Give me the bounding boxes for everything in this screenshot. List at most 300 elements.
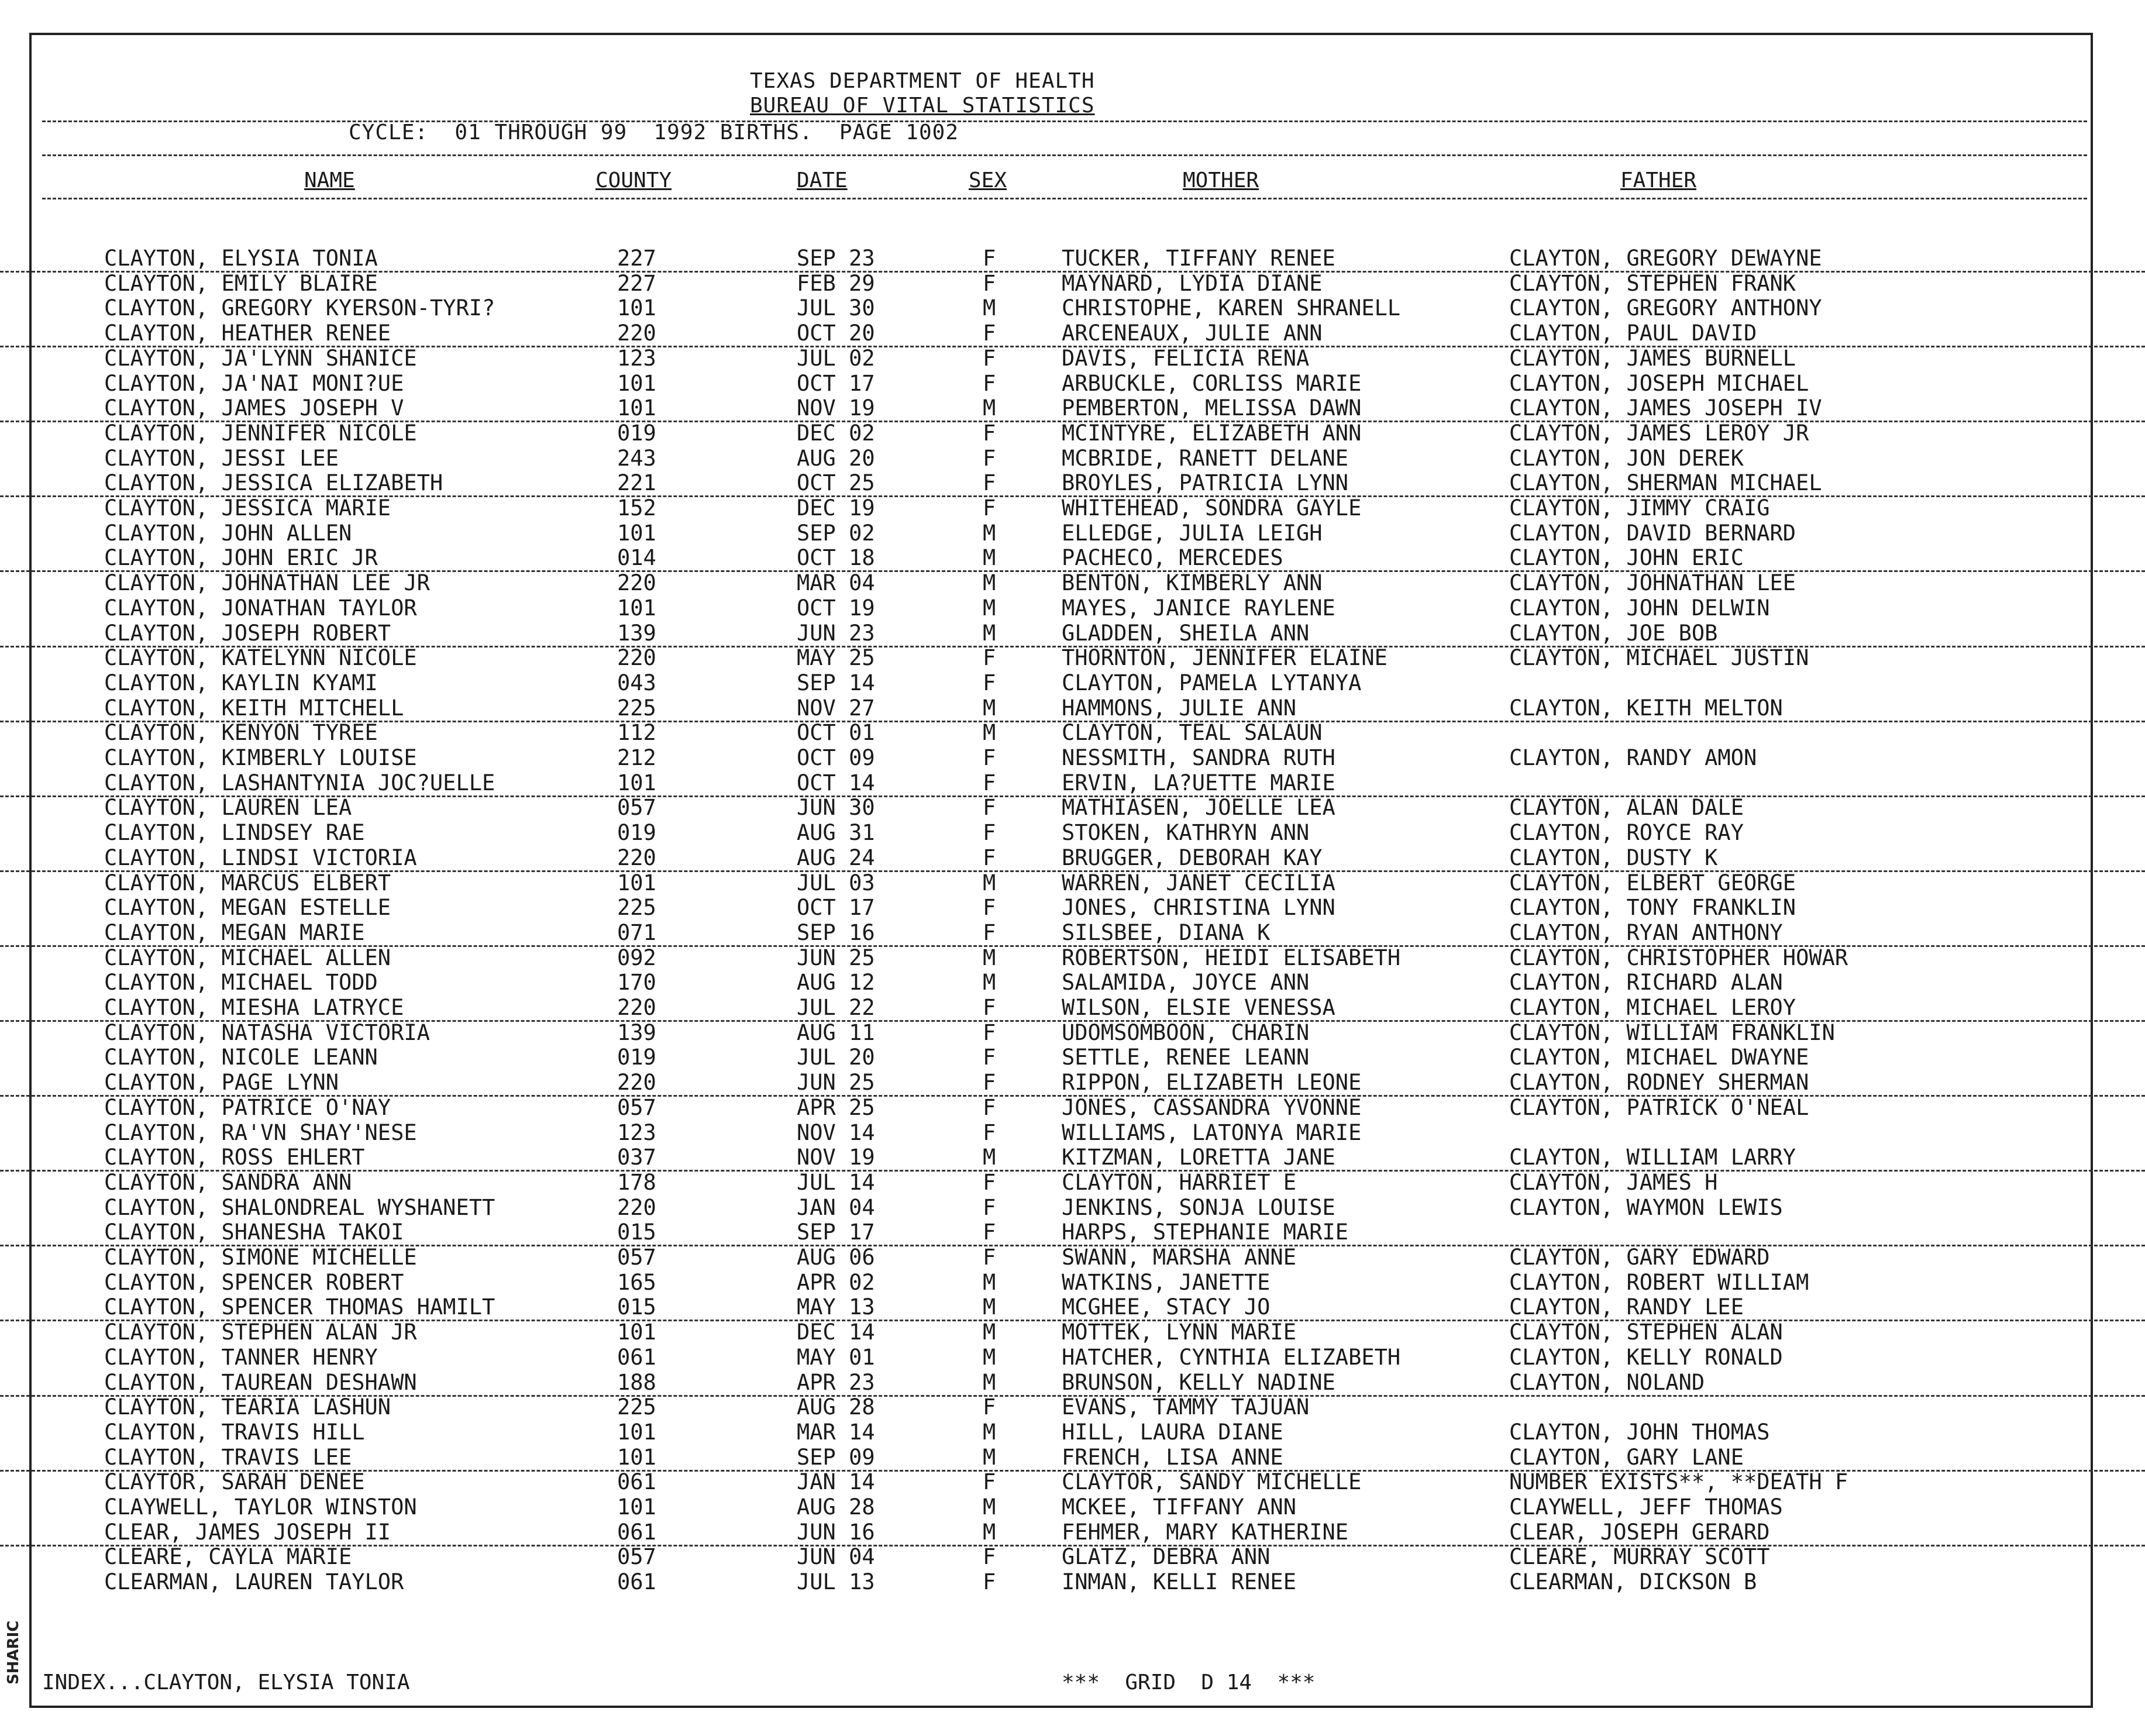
cell-mother: BRUGGER, DEBORAH KAY xyxy=(1062,845,1323,870)
table-row xyxy=(0,1345,2145,1370)
table-row xyxy=(0,1045,2145,1070)
cell-sex: F xyxy=(983,420,996,446)
cell-date: JUN 23 xyxy=(797,620,875,646)
cell-father: CLAYTON, STEPHEN FRANK xyxy=(1509,270,1796,296)
cell-name: CLAYTON, TAUREAN DESHAWN xyxy=(104,1369,417,1395)
cell-date: JAN 04 xyxy=(797,1194,875,1220)
cell-mother: ARCENEAUX, JULIE ANN xyxy=(1062,321,1323,346)
cell-date: MAY 13 xyxy=(797,1294,875,1320)
cell-name: CLAYTON, ELYSIA TONIA xyxy=(104,246,378,271)
table-row xyxy=(0,1420,2145,1445)
cell-date: SEP 02 xyxy=(797,520,875,546)
cell-father: CLAYTON, JOE BOB xyxy=(1509,620,1718,646)
cell-father: CLAYTON, JIMMY CRAIG xyxy=(1509,495,1770,521)
cell-sex: F xyxy=(983,1220,996,1245)
table-row xyxy=(0,1120,2145,1145)
table-row xyxy=(0,1370,2145,1397)
cell-county: 014 xyxy=(617,545,656,571)
cell-county: 101 xyxy=(617,1444,656,1470)
table-row xyxy=(0,521,2145,546)
cell-father: CLAYTON, WAYMON LEWIS xyxy=(1509,1194,1783,1220)
cell-date: SEP 14 xyxy=(797,670,875,695)
cell-mother: DAVIS, FELICIA RENA xyxy=(1062,345,1310,371)
cell-sex: M xyxy=(983,1494,996,1520)
cell-county: 243 xyxy=(617,445,656,471)
cell-sex: F xyxy=(983,845,996,870)
cell-county: 152 xyxy=(617,495,656,521)
cell-date: AUG 12 xyxy=(797,970,875,996)
cell-father: CLAYTON, SHERMAN MICHAEL xyxy=(1509,470,1822,496)
cell-name: CLAYTON, ROSS EHLERT xyxy=(104,1145,365,1170)
table-row xyxy=(0,1095,2145,1120)
cell-date: DEC 02 xyxy=(797,420,875,446)
cell-mother: WARREN, JANET CECILIA xyxy=(1062,870,1335,895)
cell-sex: F xyxy=(983,1094,996,1120)
column-header-name: NAME xyxy=(304,168,355,192)
cell-county: 061 xyxy=(617,1344,656,1370)
table-row xyxy=(0,645,2145,670)
cell-mother: GLATZ, DEBRA ANN xyxy=(1062,1544,1271,1570)
table-row xyxy=(0,346,2145,371)
cell-father: CLAYTON, GARY EDWARD xyxy=(1509,1245,1770,1270)
cell-father: CLAYTON, WILLIAM LARRY xyxy=(1509,1145,1796,1170)
cell-name: CLAYTON, NICOLE LEANN xyxy=(104,1045,378,1070)
cell-county: 225 xyxy=(617,695,656,721)
table-row xyxy=(0,1394,2145,1420)
cell-mother: CLAYTON, TEAL SALAUN xyxy=(1062,720,1323,746)
cell-county: 101 xyxy=(617,295,656,321)
table-row xyxy=(0,621,2145,647)
table-row xyxy=(0,495,2145,521)
cell-county: 015 xyxy=(617,1220,656,1245)
cell-name: CLAYTON, JA'LYNN SHANICE xyxy=(104,345,417,371)
cell-name: CLAYWELL, TAYLOR WINSTON xyxy=(104,1494,417,1520)
cell-date: JUN 25 xyxy=(797,945,875,970)
cell-name: CLAYTON, TRAVIS HILL xyxy=(104,1419,365,1445)
cell-mother: WATKINS, JANETTE xyxy=(1062,1269,1271,1295)
cell-name: CLAYTON, JA'NAI MONI?UE xyxy=(104,370,404,396)
cell-name: CLAYTON, SHALONDREAL WYSHANETT xyxy=(104,1194,495,1220)
cell-name: CLAYTON, MARCUS ELBERT xyxy=(104,870,391,895)
cell-date: AUG 06 xyxy=(797,1245,875,1270)
cell-county: 220 xyxy=(617,845,656,870)
cell-father: CLAYTON, JOHNATHAN LEE xyxy=(1509,570,1796,596)
cell-mother: HARPS, STEPHANIE MARIE xyxy=(1062,1220,1349,1245)
cell-county: 057 xyxy=(617,1094,656,1120)
cell-name: CLAYTON, NATASHA VICTORIA xyxy=(104,1019,430,1045)
cell-mother: ROBERTSON, HEIDI ELISABETH xyxy=(1062,945,1401,970)
cell-mother: PEMBERTON, MELISSA DAWN xyxy=(1062,395,1362,421)
cell-mother: NESSMITH, SANDRA RUTH xyxy=(1062,745,1335,770)
cell-date: JUL 22 xyxy=(797,995,875,1020)
cell-county: 015 xyxy=(617,1294,656,1320)
table-row xyxy=(0,1220,2145,1246)
cell-county: 101 xyxy=(617,595,656,621)
cell-father: CLAYTON, ROYCE RAY xyxy=(1509,820,1744,846)
cell-county: 019 xyxy=(617,820,656,846)
cell-name: CLAYTON, KEITH MITCHELL xyxy=(104,695,404,721)
cell-sex: F xyxy=(983,1045,996,1070)
cell-county: 112 xyxy=(617,720,656,746)
cell-name: CLAYTON, TRAVIS LEE xyxy=(104,1444,352,1470)
cell-father: CLAYTON, ALAN DALE xyxy=(1509,795,1744,821)
footer-index: INDEX...CLAYTON, ELYSIA TONIA xyxy=(42,1670,410,1694)
cell-county: 101 xyxy=(617,770,656,795)
cell-name: CLAYTON, HEATHER RENEE xyxy=(104,321,391,346)
cell-mother: KITZMAN, LORETTA JANE xyxy=(1062,1145,1335,1170)
table-row xyxy=(0,1494,2145,1520)
cell-county: 227 xyxy=(617,246,656,271)
cell-county: 139 xyxy=(617,1019,656,1045)
cell-county: 101 xyxy=(617,370,656,396)
table-row xyxy=(0,1469,2145,1494)
cell-mother: MOTTEK, LYNN MARIE xyxy=(1062,1320,1296,1345)
cell-father: CLAYTON, KELLY RONALD xyxy=(1509,1344,1783,1370)
cell-sex: F xyxy=(983,1120,996,1145)
cell-mother: INMAN, KELLI RENEE xyxy=(1062,1569,1296,1595)
cell-mother: BENTON, KIMBERLY ANN xyxy=(1062,570,1323,596)
cell-date: MAY 01 xyxy=(797,1344,875,1370)
table-row xyxy=(0,695,2145,722)
cell-sex: M xyxy=(983,570,996,596)
footer-grid: *** GRID D 14 *** xyxy=(1062,1670,1316,1694)
cell-father: CLAYTON, RANDY AMON xyxy=(1509,745,1757,770)
cell-mother: ARBUCKLE, CORLISS MARIE xyxy=(1062,370,1362,396)
cell-date: JUL 20 xyxy=(797,1045,875,1070)
cell-date: AUG 28 xyxy=(797,1394,875,1420)
cell-date: OCT 17 xyxy=(797,370,875,396)
cell-county: 221 xyxy=(617,470,656,496)
cell-father: CLAYTON, MICHAEL DWAYNE xyxy=(1509,1045,1809,1070)
cell-sex: M xyxy=(983,945,996,970)
cell-mother: SWANN, MARSHA ANNE xyxy=(1062,1245,1296,1270)
cell-mother: FEHMER, MARY KATHERINE xyxy=(1062,1519,1349,1545)
table-row xyxy=(0,1544,2145,1569)
table-row xyxy=(0,1195,2145,1220)
cell-county: 220 xyxy=(617,321,656,346)
cell-county: 101 xyxy=(617,1419,656,1445)
cell-date: APR 02 xyxy=(797,1269,875,1295)
cell-name: CLAYTON, KATELYNN NICOLE xyxy=(104,645,417,671)
cell-county: 225 xyxy=(617,1394,656,1420)
cell-sex: F xyxy=(983,795,996,821)
table-row xyxy=(0,1245,2145,1270)
cell-date: MAR 04 xyxy=(797,570,875,596)
cell-sex: F xyxy=(983,1394,996,1420)
cell-sex: F xyxy=(983,495,996,521)
column-header-sex: SEX xyxy=(969,168,1007,192)
cell-father: CLAYTON, TONY FRANKLIN xyxy=(1509,895,1796,921)
cell-date: DEC 14 xyxy=(797,1320,875,1345)
cell-county: 101 xyxy=(617,520,656,546)
table-row xyxy=(0,570,2145,595)
table-row xyxy=(0,1294,2145,1321)
cell-name: CLEAR, JAMES JOSEPH II xyxy=(104,1519,391,1545)
cell-county: 123 xyxy=(617,1120,656,1145)
cell-date: SEP 23 xyxy=(797,246,875,271)
cell-name: CLAYTON, JESSI LEE xyxy=(104,445,339,471)
table-row xyxy=(0,421,2145,446)
cell-father: CLAYTON, RANDY LEE xyxy=(1509,1294,1744,1320)
cell-sex: M xyxy=(983,720,996,746)
table-row xyxy=(0,1320,2145,1345)
cell-county: 057 xyxy=(617,1245,656,1270)
cell-county: 061 xyxy=(617,1469,656,1495)
table-row xyxy=(0,470,2145,497)
cell-county: 212 xyxy=(617,745,656,770)
table-row xyxy=(0,595,2145,621)
cell-mother: SALAMIDA, JOYCE ANN xyxy=(1062,970,1310,996)
cell-date: OCT 01 xyxy=(797,720,875,746)
table-row xyxy=(0,246,2145,273)
cell-mother: EVANS, TAMMY TAJUAN xyxy=(1062,1394,1310,1420)
table-row xyxy=(0,271,2145,296)
table-row xyxy=(0,820,2145,845)
cell-mother: FRENCH, LISA ANNE xyxy=(1062,1444,1283,1470)
cell-county: 037 xyxy=(617,1145,656,1170)
cell-mother: MCBRIDE, RANETT DELANE xyxy=(1062,445,1349,471)
cell-mother: HAMMONS, JULIE ANN xyxy=(1062,695,1296,721)
cell-sex: F xyxy=(983,470,996,496)
cell-date: AUG 20 xyxy=(797,445,875,471)
cell-name: CLAYTON, JOSEPH ROBERT xyxy=(104,620,391,646)
cell-mother: MATHIASEN, JOELLE LEA xyxy=(1062,795,1335,821)
cell-date: OCT 19 xyxy=(797,595,875,621)
cell-date: SEP 09 xyxy=(797,1444,875,1470)
cell-sex: F xyxy=(983,321,996,346)
cell-name: CLAYTON, MIESHA LATRYCE xyxy=(104,995,404,1020)
cell-mother: MAYES, JANICE RAYLENE xyxy=(1062,595,1335,621)
cell-father: CLAYTON, JOHN DELWIN xyxy=(1509,595,1770,621)
cell-sex: F xyxy=(983,1245,996,1270)
cell-name: CLAYTON, STEPHEN ALAN JR xyxy=(104,1320,417,1345)
cell-mother: JONES, CASSANDRA YVONNE xyxy=(1062,1094,1362,1120)
cell-father: CLAYTON, NOLAND xyxy=(1509,1369,1705,1395)
table-row xyxy=(0,446,2145,471)
cell-father: CLAYTON, MICHAEL JUSTIN xyxy=(1509,645,1809,671)
cell-name: CLAYTON, JESSICA MARIE xyxy=(104,495,391,521)
cell-county: 043 xyxy=(617,670,656,695)
cell-father: CLAYTON, KEITH MELTON xyxy=(1509,695,1783,721)
cell-father: CLAYTON, JAMES H xyxy=(1509,1169,1718,1195)
cell-sex: M xyxy=(983,695,996,721)
cell-father: CLAYTON, JON DEREK xyxy=(1509,445,1744,471)
cell-father: CLAYTON, JOHN THOMAS xyxy=(1509,1419,1770,1445)
cell-mother: WILSON, ELSIE VENESSA xyxy=(1062,995,1335,1020)
cell-father: CLEARMAN, DICKSON B xyxy=(1509,1569,1757,1595)
cell-county: 188 xyxy=(617,1369,656,1395)
table-row xyxy=(0,1070,2145,1097)
cell-date: JUL 02 xyxy=(797,345,875,371)
cell-date: SEP 16 xyxy=(797,919,875,945)
cell-date: AUG 24 xyxy=(797,845,875,870)
cell-sex: F xyxy=(983,246,996,271)
cell-sex: M xyxy=(983,1444,996,1470)
table-row xyxy=(0,321,2145,347)
cell-sex: M xyxy=(983,395,996,421)
cell-sex: M xyxy=(983,1519,996,1545)
cell-mother: TUCKER, TIFFANY RENEE xyxy=(1062,246,1335,271)
cell-father: CLAYTON, GARY LANE xyxy=(1509,1444,1744,1470)
cell-mother: MAYNARD, LYDIA DIANE xyxy=(1062,270,1323,296)
cell-name: CLAYTON, SHANESHA TAKOI xyxy=(104,1220,404,1245)
cell-mother: MCGHEE, STACY JO xyxy=(1062,1294,1271,1320)
cell-county: 220 xyxy=(617,570,656,596)
cell-date: MAR 14 xyxy=(797,1419,875,1445)
table-row xyxy=(0,1170,2145,1195)
cell-date: JUN 04 xyxy=(797,1544,875,1570)
cell-date: JUN 16 xyxy=(797,1519,875,1545)
cell-sex: F xyxy=(983,645,996,671)
cell-county: 227 xyxy=(617,270,656,296)
cell-mother: MCINTYRE, ELIZABETH ANN xyxy=(1062,420,1362,446)
table-row xyxy=(0,1569,2145,1594)
table-row xyxy=(0,770,2145,797)
cell-father: CLAYTON, JAMES BURNELL xyxy=(1509,345,1796,371)
cell-sex: F xyxy=(983,1569,996,1595)
cell-sex: F xyxy=(983,445,996,471)
cell-mother: RIPPON, ELIZABETH LEONE xyxy=(1062,1070,1362,1096)
cell-mother: SETTLE, RENEE LEANN xyxy=(1062,1045,1310,1070)
cell-name: CLAYTON, PATRICE O'NAY xyxy=(104,1094,391,1120)
cell-mother: ERVIN, LA?UETTE MARIE xyxy=(1062,770,1335,795)
column-header-date: DATE xyxy=(797,168,848,192)
cell-father: CLAYWELL, JEFF THOMAS xyxy=(1509,1494,1783,1520)
cell-father: CLAYTON, JOHN ERIC xyxy=(1509,545,1744,571)
cell-father: CLAYTON, PATRICK O'NEAL xyxy=(1509,1094,1809,1120)
cell-date: OCT 18 xyxy=(797,545,875,571)
cell-name: CLAYTON, SPENCER THOMAS HAMILT xyxy=(104,1294,495,1320)
cell-sex: F xyxy=(983,270,996,296)
cell-name: CLAYTON, KIMBERLY LOUISE xyxy=(104,745,417,770)
cell-county: 220 xyxy=(617,1194,656,1220)
cell-father: CLAYTON, DAVID BERNARD xyxy=(1509,520,1796,546)
cell-county: 092 xyxy=(617,945,656,970)
cell-name: CLAYTON, GREGORY KYERSON-TYRI? xyxy=(104,295,495,321)
cell-county: 139 xyxy=(617,620,656,646)
cell-date: JUN 30 xyxy=(797,795,875,821)
cell-sex: F xyxy=(983,1469,996,1495)
cell-mother: UDOMSOMBOON, CHARIN xyxy=(1062,1019,1310,1045)
cell-sex: F xyxy=(983,670,996,695)
cell-mother: ELLEDGE, JULIA LEIGH xyxy=(1062,520,1323,546)
table-row xyxy=(0,920,2145,947)
cell-father: CLAYTON, RODNEY SHERMAN xyxy=(1509,1070,1809,1096)
cell-county: 165 xyxy=(617,1269,656,1295)
table-row xyxy=(0,1520,2145,1546)
cell-name: CLAYTON, JOHN ERIC JR xyxy=(104,545,378,571)
cell-name: CLAYTON, JOHNATHAN LEE JR xyxy=(104,570,430,596)
table-row xyxy=(0,1270,2145,1295)
table-row xyxy=(0,295,2145,321)
cell-mother: WHITEHEAD, SONDRA GAYLE xyxy=(1062,495,1362,521)
cell-name: CLAYTON, SPENCER ROBERT xyxy=(104,1269,404,1295)
cell-date: JUL 13 xyxy=(797,1569,875,1595)
cell-mother: JONES, CHRISTINA LYNN xyxy=(1062,895,1335,921)
cell-name: CLAYTON, KAYLIN KYAMI xyxy=(104,670,378,695)
cell-name: CLEARE, CAYLA MARIE xyxy=(104,1544,352,1570)
cell-sex: M xyxy=(983,595,996,621)
cell-sex: F xyxy=(983,895,996,921)
cell-county: 061 xyxy=(617,1569,656,1595)
cell-date: OCT 14 xyxy=(797,770,875,795)
cell-mother: BRUNSON, KELLY NADINE xyxy=(1062,1369,1335,1395)
table-row xyxy=(0,845,2145,872)
table-row xyxy=(0,945,2145,970)
cell-date: NOV 19 xyxy=(797,395,875,421)
cell-name: CLAYTON, PAGE LYNN xyxy=(104,1070,339,1096)
cell-name: CLEARMAN, LAUREN TAYLOR xyxy=(104,1569,404,1595)
cell-county: 101 xyxy=(617,395,656,421)
cell-sex: M xyxy=(983,970,996,996)
cell-date: APR 25 xyxy=(797,1094,875,1120)
table-row xyxy=(0,545,2145,572)
cell-father: CLAYTON, STEPHEN ALAN xyxy=(1509,1320,1783,1345)
cell-date: MAY 25 xyxy=(797,645,875,671)
cell-date: OCT 09 xyxy=(797,745,875,770)
cell-father: CLAYTON, RICHARD ALAN xyxy=(1509,970,1783,996)
column-header-mother: MOTHER xyxy=(1183,168,1259,192)
cell-name: CLAYTON, LASHANTYNIA JOC?UELLE xyxy=(104,770,495,795)
cell-mother: HATCHER, CYNTHIA ELIZABETH xyxy=(1062,1344,1401,1370)
cell-sex: F xyxy=(983,745,996,770)
cell-sex: M xyxy=(983,1294,996,1320)
cell-name: CLAYTON, LINDSEY RAE xyxy=(104,820,365,846)
cell-date: FEB 29 xyxy=(797,270,875,296)
cell-mother: JENKINS, SONJA LOUISE xyxy=(1062,1194,1335,1220)
cell-father: CLAYTON, WILLIAM FRANKLIN xyxy=(1509,1019,1835,1045)
cell-date: JUL 03 xyxy=(797,870,875,895)
cell-mother: MCKEE, TIFFANY ANN xyxy=(1062,1494,1296,1520)
cell-sex: M xyxy=(983,1369,996,1395)
cell-sex: M xyxy=(983,545,996,571)
cell-county: 220 xyxy=(617,645,656,671)
cell-father: CLAYTON, JAMES JOSEPH IV xyxy=(1509,395,1822,421)
cell-father: CLAYTON, GREGORY DEWAYNE xyxy=(1509,246,1822,271)
cell-sex: F xyxy=(983,995,996,1020)
cell-father: CLAYTON, JOSEPH MICHAEL xyxy=(1509,370,1809,396)
cell-mother: SILSBEE, DIANA K xyxy=(1062,919,1271,945)
cell-mother: BROYLES, PATRICIA LYNN xyxy=(1062,470,1349,496)
cell-mother: PACHECO, MERCEDES xyxy=(1062,545,1283,571)
cell-date: OCT 17 xyxy=(797,895,875,921)
cell-county: 057 xyxy=(617,1544,656,1570)
cell-name: CLAYTON, MICHAEL TODD xyxy=(104,970,378,996)
cell-sex: M xyxy=(983,1344,996,1370)
cell-name: CLAYTON, MICHAEL ALLEN xyxy=(104,945,391,970)
cell-county: 220 xyxy=(617,995,656,1020)
cell-sex: F xyxy=(983,1019,996,1045)
cell-date: NOV 14 xyxy=(797,1120,875,1145)
cell-date: JAN 14 xyxy=(797,1469,875,1495)
table-row xyxy=(0,1145,2145,1172)
cell-father: CLAYTON, ROBERT WILLIAM xyxy=(1509,1269,1809,1295)
table-row xyxy=(0,870,2145,895)
table-row xyxy=(0,1020,2145,1045)
cell-sex: M xyxy=(983,295,996,321)
cell-father: CLAYTON, MICHAEL LEROY xyxy=(1509,995,1796,1020)
cell-county: 123 xyxy=(617,345,656,371)
cell-date: DEC 19 xyxy=(797,495,875,521)
cell-county: 019 xyxy=(617,420,656,446)
table-row xyxy=(0,970,2145,995)
cell-name: CLAYTON, RA'VN SHAY'NESE xyxy=(104,1120,417,1145)
cell-name: CLAYTON, JOHN ALLEN xyxy=(104,520,352,546)
cell-sex: M xyxy=(983,1269,996,1295)
cell-name: CLAYTON, EMILY BLAIRE xyxy=(104,270,378,296)
cell-name: CLAYTON, TANNER HENRY xyxy=(104,1344,378,1370)
side-label: SHARIC xyxy=(5,1620,22,1685)
